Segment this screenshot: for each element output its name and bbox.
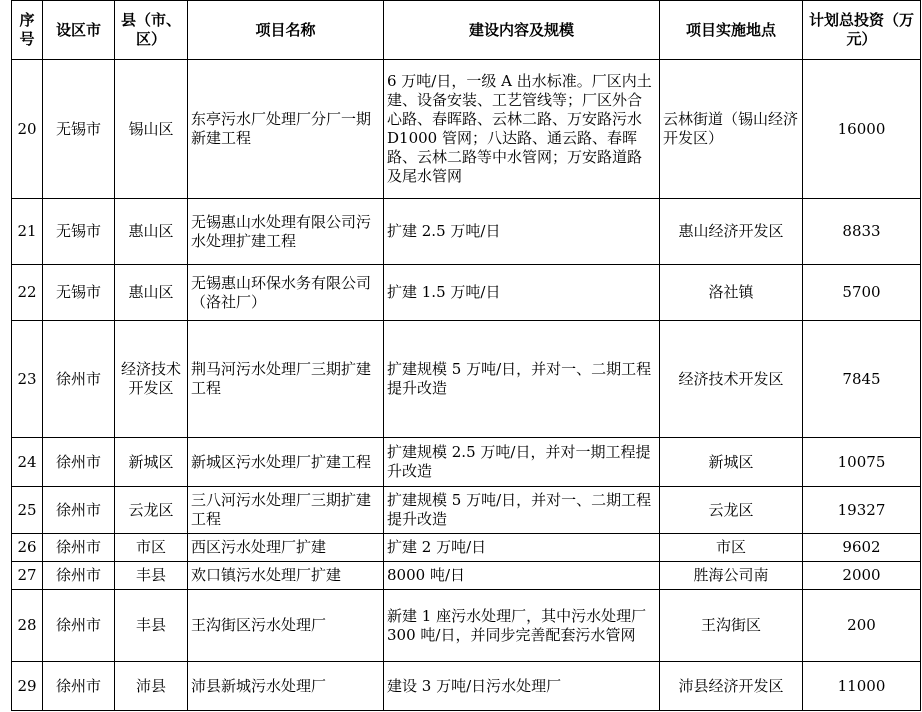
cell-location: 沛县经济开发区 [660, 662, 803, 711]
cell-no: 22 [12, 265, 43, 321]
cell-no: 26 [12, 534, 43, 562]
cell-city: 无锡市 [43, 265, 115, 321]
cell-investment: 7845 [803, 321, 921, 438]
cell-city: 无锡市 [43, 199, 115, 265]
cell-city: 徐州市 [43, 487, 115, 534]
cell-county: 惠山区 [115, 199, 188, 265]
cell-content: 扩建规模 5 万吨/日，并对一、二期工程提升改造 [384, 321, 660, 438]
cell-city: 无锡市 [43, 60, 115, 199]
cell-investment: 10075 [803, 438, 921, 487]
cell-no: 25 [12, 487, 43, 534]
cell-content: 扩建规模 2.5 万吨/日，并对一期工程提升改造 [384, 438, 660, 487]
cell-name: 无锡惠山水处理有限公司污水处理扩建工程 [188, 199, 384, 265]
cell-county: 沛县 [115, 662, 188, 711]
cell-name: 欢口镇污水处理厂扩建 [188, 562, 384, 590]
cell-location: 胜海公司南 [660, 562, 803, 590]
table-row [12, 662, 921, 711]
cell-content: 扩建 2.5 万吨/日 [384, 199, 660, 265]
cell-city: 徐州市 [43, 438, 115, 487]
header-content: 建设内容及规模 [384, 1, 660, 60]
table-row [12, 438, 921, 487]
cell-county: 经济技术开发区 [115, 321, 188, 438]
cell-county: 惠山区 [115, 265, 188, 321]
cell-investment: 11000 [803, 662, 921, 711]
cell-no: 28 [12, 590, 43, 662]
table-row [12, 321, 921, 438]
table-row [12, 199, 921, 265]
cell-investment: 16000 [803, 60, 921, 199]
cell-content: 8000 吨/日 [384, 562, 660, 590]
cell-location: 云龙区 [660, 487, 803, 534]
cell-investment: 2000 [803, 562, 921, 590]
cell-content: 新建 1 座污水处理厂，其中污水处理厂 300 吨/日，并同步完善配套污水管网 [384, 590, 660, 662]
cell-content: 扩建 1.5 万吨/日 [384, 265, 660, 321]
cell-no: 27 [12, 562, 43, 590]
cell-investment: 8833 [803, 199, 921, 265]
cell-no: 23 [12, 321, 43, 438]
cell-investment: 19327 [803, 487, 921, 534]
cell-city: 徐州市 [43, 562, 115, 590]
cell-county: 市区 [115, 534, 188, 562]
cell-county: 新城区 [115, 438, 188, 487]
header-location: 项目实施地点 [660, 1, 803, 60]
cell-name: 荆马河污水处理厂三期扩建工程 [188, 321, 384, 438]
header-name: 项目名称 [188, 1, 384, 60]
table-row [12, 487, 921, 534]
cell-location: 云林街道（锡山经济开发区） [660, 60, 803, 199]
table-row [12, 265, 921, 321]
cell-location: 市区 [660, 534, 803, 562]
cell-county: 丰县 [115, 562, 188, 590]
cell-name: 新城区污水处理厂扩建工程 [188, 438, 384, 487]
cell-no: 29 [12, 662, 43, 711]
cell-name: 西区污水处理厂扩建 [188, 534, 384, 562]
cell-name: 三八河污水处理厂三期扩建工程 [188, 487, 384, 534]
cell-name: 沛县新城污水处理厂 [188, 662, 384, 711]
cell-name: 王沟街区污水处理厂 [188, 590, 384, 662]
cell-content: 6 万吨/日，一级 A 出水标准。厂区内土建、设备安装、工艺管线等；厂区外合心路、春晖路、云林二路、万安路污水 D1000 管网；八达路、通云路、春晖路、云林二路等中水管网；万安路道路及尾水管网 [384, 60, 660, 199]
cell-city: 徐州市 [43, 321, 115, 438]
project-table [11, 0, 921, 711]
cell-no: 20 [12, 60, 43, 199]
cell-location: 惠山经济开发区 [660, 199, 803, 265]
header-investment: 计划总投资（万元） [803, 1, 921, 60]
cell-name: 东亭污水厂处理厂分厂一期新建工程 [188, 60, 384, 199]
cell-content: 建设 3 万吨/日污水处理厂 [384, 662, 660, 711]
cell-no: 24 [12, 438, 43, 487]
cell-content: 扩建 2 万吨/日 [384, 534, 660, 562]
table-row [12, 60, 921, 199]
header-city: 设区市 [43, 1, 115, 60]
cell-city: 徐州市 [43, 662, 115, 711]
cell-no: 21 [12, 199, 43, 265]
header-county: 县（市、区） [115, 1, 188, 60]
cell-name: 无锡惠山环保水务有限公司（洛社厂） [188, 265, 384, 321]
cell-location: 洛社镇 [660, 265, 803, 321]
table-row [12, 534, 921, 562]
header-no: 序号 [12, 1, 43, 60]
cell-investment: 200 [803, 590, 921, 662]
cell-location: 新城区 [660, 438, 803, 487]
table-row [12, 562, 921, 590]
cell-county: 云龙区 [115, 487, 188, 534]
cell-city: 徐州市 [43, 590, 115, 662]
table-row [12, 590, 921, 662]
cell-location: 王沟街区 [660, 590, 803, 662]
cell-content: 扩建规模 5 万吨/日，并对一、二期工程提升改造 [384, 487, 660, 534]
header-row [12, 1, 921, 60]
cell-county: 丰县 [115, 590, 188, 662]
cell-investment: 5700 [803, 265, 921, 321]
cell-city: 徐州市 [43, 534, 115, 562]
cell-location: 经济技术开发区 [660, 321, 803, 438]
cell-county: 锡山区 [115, 60, 188, 199]
cell-investment: 9602 [803, 534, 921, 562]
